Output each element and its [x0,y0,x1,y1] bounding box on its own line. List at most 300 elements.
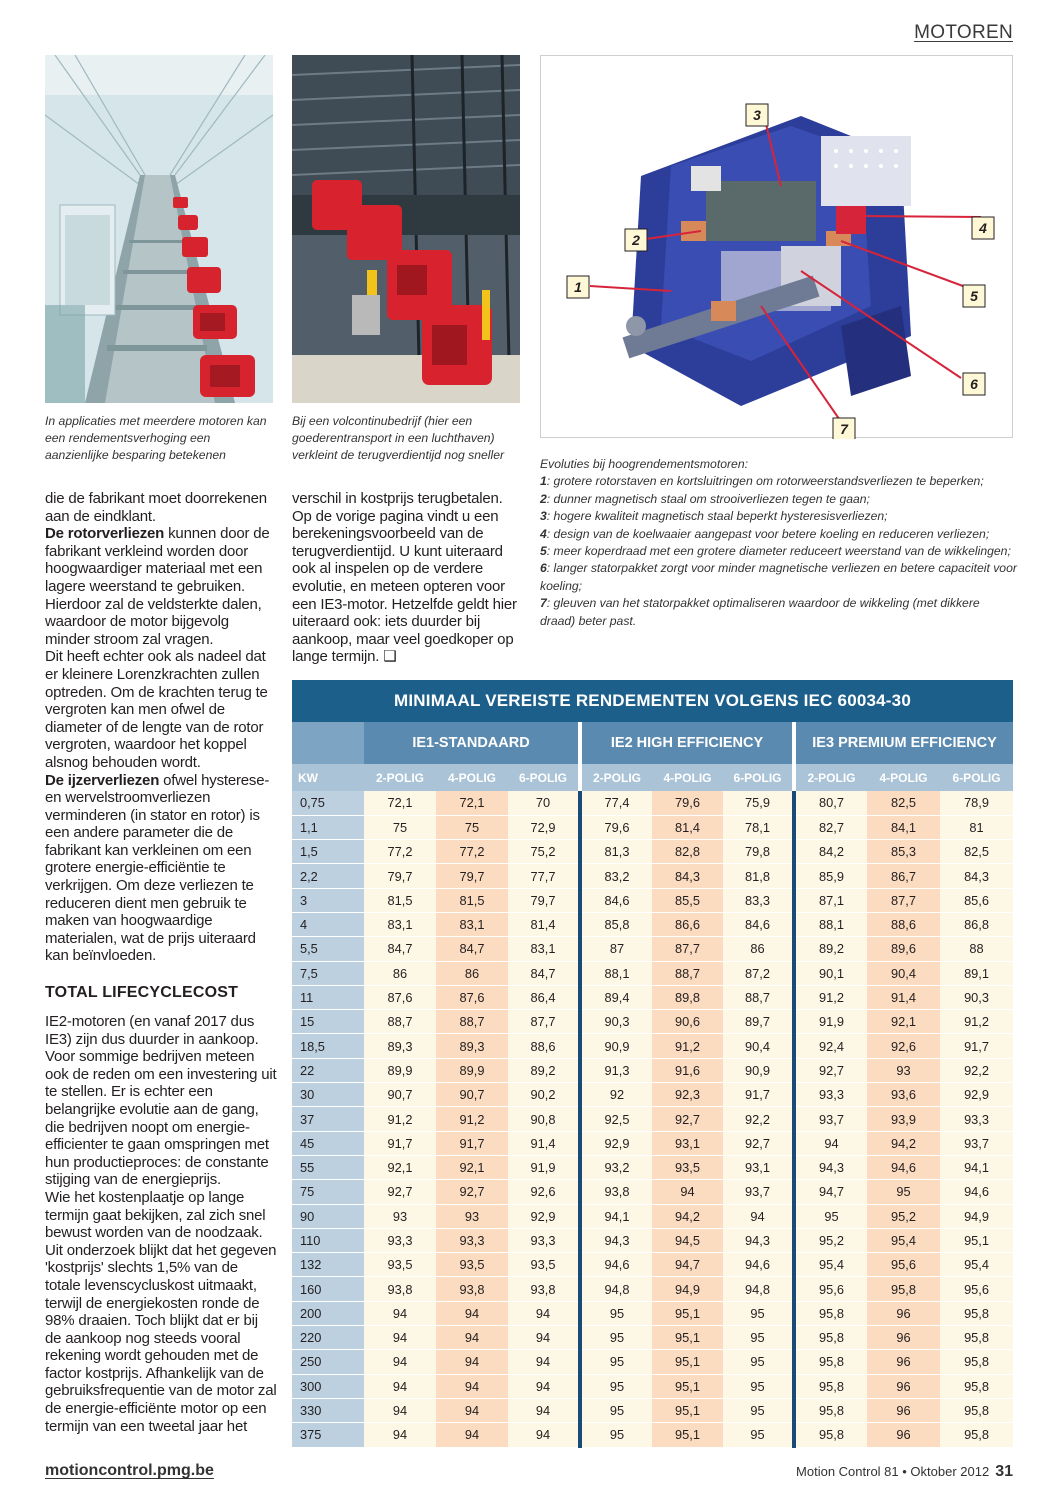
efficiency-cell: 82,8 [652,840,723,864]
efficiency-cell: 77,2 [436,840,508,864]
body-column-1-continued [45,1013,277,1435]
efficiency-cell: 84,6 [723,912,794,936]
motor-illustration [541,56,1014,439]
efficiency-cell: 91,7 [940,1034,1013,1058]
efficiency-cell: 95 [723,1423,794,1447]
efficiency-cell: 95,8 [940,1326,1013,1350]
efficiency-cell: 94,6 [867,1155,940,1179]
efficiency-cell: 75 [364,815,436,839]
efficiency-cell: 81,8 [723,864,794,888]
efficiency-cell: 77,7 [508,864,580,888]
efficiency-cell: 94 [436,1374,508,1398]
diagram-label-5: 5 [970,288,978,304]
section-tag: MOTOREN [914,22,1013,43]
efficiency-cell: 92,7 [436,1180,508,1204]
efficiency-cell: 82,5 [867,791,940,815]
column-header-row [292,764,1013,791]
efficiency-cell: 87,1 [794,888,867,912]
efficiency-cell: 94 [364,1398,436,1422]
efficiency-cell: 87 [580,937,652,961]
efficiency-cell: 96 [867,1423,940,1447]
efficiency-cell: 91,3 [580,1058,652,1082]
efficiency-cell: 95,6 [867,1253,940,1277]
efficiency-cell: 79,7 [364,864,436,888]
efficiency-cell: 91,7 [436,1131,508,1155]
efficiency-cell: 94,6 [723,1253,794,1277]
efficiency-cell: 93,3 [940,1107,1013,1131]
kw-cell: 3 [292,888,364,912]
efficiency-cell: 92,7 [364,1180,436,1204]
efficiency-cell: 93,7 [940,1131,1013,1155]
column-header: 2-POLIG [364,764,436,791]
efficiency-cell: 77,2 [364,840,436,864]
efficiency-cell: 95 [580,1398,652,1422]
efficiency-cell: 94 [436,1301,508,1325]
efficiency-cell: 87,7 [652,937,723,961]
efficiency-cell: 94,6 [580,1253,652,1277]
group-header-row [292,722,1013,764]
efficiency-cell: 75,9 [723,791,794,815]
efficiency-cell: 90,2 [508,1083,580,1107]
efficiency-cell: 86,7 [867,864,940,888]
efficiency-cell: 94,3 [580,1228,652,1252]
evolution-item: 4: design van de koelwaaier aangepast voor betere koeling en reduceren verliezen; [540,526,990,541]
table-row [292,791,1013,815]
paragraph: IE2-motoren (en vanaf 2017 dus IE3) zijn dus duurder in aankoop. Voor sommige bedrijven meteen ook de reden om een investering uit te stellen. Er is echter een belangrijke evolutie aan de gang, die bedrijven noopt om energie-efficienter te gaan omspringen met hun productieproces: de constante stijging van de energieprijs. [45,1013,277,1189]
table-row [292,1301,1013,1325]
efficiency-cell: 95,1 [652,1301,723,1325]
efficiency-cell: 91,2 [436,1107,508,1131]
paragraph: Dit heeft echter ook als nadeel dat er kleinere Lorenzkrachten zullen optreden. Om de krachten terug te vergroten kan men ofwel de diameter of de lengte van de rotor vergroten, waardoor het koppel alsnog behouden wordt. [45,648,268,771]
efficiency-cell: 93 [867,1058,940,1082]
column-header: 4-POLIG [867,764,940,791]
efficiency-cell: 90,4 [867,961,940,985]
efficiency-cell: 89,7 [723,1010,794,1034]
table-row [292,1398,1013,1422]
table-row [292,961,1013,985]
photo1-caption: In applicaties met meerdere motoren kan een rendementsverhoging een aanzienlijke besparing betekenen [45,414,267,462]
efficiency-cell: 95,8 [867,1277,940,1301]
efficiency-cell: 93,1 [723,1155,794,1179]
kw-cell: 11 [292,985,364,1009]
efficiency-cell: 78,1 [723,815,794,839]
efficiency-cell: 89,9 [436,1058,508,1082]
efficiency-cell: 72,1 [436,791,508,815]
efficiency-cell: 86 [364,961,436,985]
kw-cell: 7,5 [292,961,364,985]
efficiency-cell: 78,9 [940,791,1013,815]
kw-cell: 0,75 [292,791,364,815]
efficiency-cell: 95 [723,1398,794,1422]
efficiency-cell: 89,9 [364,1058,436,1082]
body-column-2 [292,490,520,666]
column-header: 6-POLIG [940,764,1013,791]
efficiency-cell: 90,3 [940,985,1013,1009]
evolution-item: 5: meer koperdraad met een grotere diameter reduceert weerstand van de wikkelingen; [540,544,1011,559]
efficiency-cell: 94 [364,1423,436,1447]
efficiency-cell: 94,1 [940,1155,1013,1179]
efficiency-cell: 92,2 [723,1107,794,1131]
efficiency-cell: 95,1 [652,1423,723,1447]
evolutions-caption [540,456,1018,630]
table-row [292,1155,1013,1179]
column-header: 2-POLIG [580,764,652,791]
table-row [292,1374,1013,1398]
efficiency-cell: 88 [940,937,1013,961]
efficiency-cell: 81,5 [364,888,436,912]
kw-cell: 330 [292,1398,364,1422]
efficiency-cell: 96 [867,1398,940,1422]
efficiency-cell: 89,3 [436,1034,508,1058]
table-row [292,888,1013,912]
efficiency-cell: 93,5 [364,1253,436,1277]
efficiency-cell: 88,1 [794,912,867,936]
efficiency-cell: 94 [508,1326,580,1350]
paragraph: Wie het kostenplaatje op lange termijn gaat bekijken, zal zich snel bewust worden van de noodzaak. Uit onderzoek blijkt dat het gegeven 'kostprijs' slechts 1,5% van de totale levenscycluskost uitmaakt, terwijl de energiekosten ronde de 98% draaien. Toch blijkt dat er bij de aankoop nog steeds vooral rekening wordt gehouden met de factor kostprijs. Afhankelijk van de gebruiksfrequentie van de motor zal de energie-efficiënte motor op een termijn van een tweetal jaar het [45,1188,277,1435]
efficiency-cell: 93,8 [364,1277,436,1301]
efficiency-cell: 94,9 [940,1204,1013,1228]
issue-label: Motion Control 81 • Oktober 2012 [796,1464,990,1479]
efficiency-grid [292,722,1013,1448]
efficiency-cell: 91,4 [508,1131,580,1155]
efficiency-cell: 91,2 [940,1010,1013,1034]
efficiency-cell: 94 [364,1301,436,1325]
efficiency-cell: 87,7 [508,1010,580,1034]
efficiency-cell: 89,2 [794,937,867,961]
efficiency-cell: 89,1 [940,961,1013,985]
efficiency-cell: 93,8 [580,1180,652,1204]
efficiency-cell: 93,7 [723,1180,794,1204]
airport-transport-photo [292,55,520,403]
efficiency-cell: 86,8 [940,912,1013,936]
efficiency-cell: 94 [364,1326,436,1350]
kw-cell: 55 [292,1155,364,1179]
kw-cell: 37 [292,1107,364,1131]
efficiency-cell: 94,3 [723,1228,794,1252]
efficiency-cell: 95 [794,1204,867,1228]
efficiency-cell: 91,4 [867,985,940,1009]
efficiency-cell: 75 [436,815,508,839]
motor-body [622,116,911,406]
efficiency-cell: 85,9 [794,864,867,888]
efficiency-cell: 90,1 [794,961,867,985]
efficiency-cell: 94 [794,1131,867,1155]
efficiency-cell: 91,9 [794,1010,867,1034]
efficiency-cell: 95 [580,1301,652,1325]
table-row [292,985,1013,1009]
kw-cell: 22 [292,1058,364,1082]
kw-cell: 132 [292,1253,364,1277]
column-header: 2-POLIG [794,764,867,791]
efficiency-cell: 84,7 [508,961,580,985]
kw-cell: 18,5 [292,1034,364,1058]
body-column-1 [45,490,273,965]
efficiency-cell: 90,7 [364,1083,436,1107]
efficiency-cell: 90,3 [580,1010,652,1034]
efficiency-cell: 91,7 [364,1131,436,1155]
efficiency-cell: 84,3 [940,864,1013,888]
evolution-item: 6: langer statorpakket zorgt voor minder magnetische verliezen en betere capaciteit voor koeling; [540,561,1017,593]
efficiency-cell: 84,3 [652,864,723,888]
efficiency-cell: 84,1 [867,815,940,839]
efficiency-cell: 91,2 [652,1034,723,1058]
efficiency-cell: 95,8 [940,1423,1013,1447]
efficiency-cell: 95,1 [652,1326,723,1350]
efficiency-cell: 79,6 [652,791,723,815]
efficiency-cell: 94,3 [794,1155,867,1179]
efficiency-cell: 94,7 [794,1180,867,1204]
efficiency-cell: 92,7 [652,1107,723,1131]
efficiency-cell: 95 [723,1301,794,1325]
efficiency-cell: 84,7 [364,937,436,961]
table-row [292,1083,1013,1107]
efficiency-cell: 84,6 [580,888,652,912]
efficiency-cell: 90,4 [723,1034,794,1058]
efficiency-cell: 82,7 [794,815,867,839]
efficiency-cell: 92,6 [508,1180,580,1204]
efficiency-cell: 83,3 [723,888,794,912]
efficiency-cell: 87,6 [364,985,436,1009]
efficiency-cell: 95,2 [867,1204,940,1228]
efficiency-cell: 94,5 [652,1228,723,1252]
column-header-kw: KW [292,764,364,791]
efficiency-cell: 92,5 [580,1107,652,1131]
efficiency-cell: 93,8 [436,1277,508,1301]
table-row [292,1277,1013,1301]
efficiency-cell: 81,4 [652,815,723,839]
efficiency-cell: 88,7 [364,1010,436,1034]
efficiency-cell: 93,3 [436,1228,508,1252]
efficiency-cell: 94,8 [723,1277,794,1301]
efficiency-cell: 88,6 [508,1034,580,1058]
efficiency-cell: 91,2 [364,1107,436,1131]
efficiency-cell: 84,7 [436,937,508,961]
conveyor-photo [45,55,273,403]
efficiency-cell: 94,9 [652,1277,723,1301]
efficiency-cell: 92,3 [652,1083,723,1107]
efficiency-cell: 92,9 [940,1083,1013,1107]
efficiency-cell: 95 [580,1350,652,1374]
kw-cell: 90 [292,1204,364,1228]
efficiency-cell: 81,3 [580,840,652,864]
efficiency-cell: 94,2 [867,1131,940,1155]
efficiency-cell: 95 [867,1180,940,1204]
group-header-empty [292,722,364,764]
motor-cutaway-diagram [540,55,1013,438]
table-row [292,1107,1013,1131]
efficiency-cell: 95,6 [940,1277,1013,1301]
page-number: 31 [995,1463,1013,1480]
efficiency-cell: 96 [867,1301,940,1325]
efficiency-cell: 89,6 [867,937,940,961]
kw-cell: 220 [292,1326,364,1350]
kw-cell: 160 [292,1277,364,1301]
airport-illustration [292,55,520,403]
efficiency-cell: 95,8 [794,1398,867,1422]
efficiency-cell: 88,7 [436,1010,508,1034]
efficiency-cell: 92,1 [436,1155,508,1179]
kw-cell: 375 [292,1423,364,1447]
footer-issue [796,1463,1013,1481]
diagram-label-6: 6 [970,376,978,392]
efficiency-cell: 94 [723,1204,794,1228]
efficiency-cell: 81,5 [436,888,508,912]
efficiency-cell: 92,2 [940,1058,1013,1082]
efficiency-cell: 92,9 [508,1204,580,1228]
efficiency-cell: 94 [364,1350,436,1374]
efficiency-cell: 87,7 [867,888,940,912]
efficiency-cell: 85,3 [867,840,940,864]
efficiency-cell: 93,8 [508,1277,580,1301]
efficiency-cell: 77,4 [580,791,652,815]
table-row [292,1326,1013,1350]
footer-website-link[interactable]: motioncontrol.pmg.be [45,1462,214,1479]
efficiency-cell: 83,1 [436,912,508,936]
photo2-caption: Bij een volcontinubedrijf (hier een goederentransport in een luchthaven) verkleint de terugverdientijd nog sneller [292,414,505,462]
efficiency-cell: 92,7 [723,1131,794,1155]
efficiency-cell: 83,1 [364,912,436,936]
efficiency-cell: 82,5 [940,840,1013,864]
efficiency-cell: 84,2 [794,840,867,864]
efficiency-cell: 85,5 [652,888,723,912]
table-row [292,1058,1013,1082]
table-row [292,864,1013,888]
efficiency-cell: 92,7 [794,1058,867,1082]
efficiency-cell: 95,8 [794,1350,867,1374]
efficiency-cell: 90,9 [723,1058,794,1082]
evolution-item: 3: hogere kwaliteit magnetisch staal beperkt hysteresisverliezen; [540,509,888,524]
efficiency-cell: 93,3 [364,1228,436,1252]
efficiency-cell: 87,6 [436,985,508,1009]
kw-cell: 200 [292,1301,364,1325]
efficiency-cell: 81 [940,815,1013,839]
efficiency-cell: 95,2 [794,1228,867,1252]
efficiency-cell: 87,2 [723,961,794,985]
efficiency-cell: 93,5 [652,1155,723,1179]
efficiency-cell: 94 [652,1180,723,1204]
efficiency-cell: 94,8 [580,1277,652,1301]
efficiency-cell: 93,3 [508,1228,580,1252]
column-header: 4-POLIG [652,764,723,791]
efficiency-cell: 91,6 [652,1058,723,1082]
subheading-lifecycle: TOTAL LIFECYCLECOST [45,984,239,1001]
table-row [292,1180,1013,1204]
efficiency-cell: 95 [580,1374,652,1398]
efficiency-cell: 94,2 [652,1204,723,1228]
efficiency-cell: 93,1 [652,1131,723,1155]
efficiency-cell: 95,4 [867,1228,940,1252]
paragraph: De ijzerverliezen ofwel hysterese- en wervelstroomverliezen verminderen (in stator en rotor) is een andere parameter die de fabrikant kan verkleinen om een grotere energie-efficiëntie te verkrijgen. Om deze verliezen te reduceren dient men gebruik te maken van hoogwaardige materialen, wat de prijs uiteraard kan beïnvloeden. [45,771,270,965]
efficiency-cell: 94 [508,1398,580,1422]
efficiency-cell: 95,8 [794,1326,867,1350]
table-row [292,1131,1013,1155]
efficiency-cell: 88,6 [867,912,940,936]
table-row [292,840,1013,864]
efficiency-cell: 93,7 [794,1107,867,1131]
efficiency-cell: 94 [508,1301,580,1325]
efficiency-cell: 75,2 [508,840,580,864]
efficiency-cell: 72,1 [364,791,436,815]
efficiency-cell: 95 [723,1326,794,1350]
efficiency-cell: 90,7 [436,1083,508,1107]
efficiency-cell: 95,1 [940,1228,1013,1252]
column-header: 6-POLIG [508,764,580,791]
efficiency-cell: 95,4 [940,1253,1013,1277]
efficiency-cell: 96 [867,1326,940,1350]
efficiency-cell: 81,4 [508,912,580,936]
efficiency-cell: 94 [508,1423,580,1447]
kw-cell: 2,2 [292,864,364,888]
table-row [292,1204,1013,1228]
evolution-item: 2: dunner magnetisch staal om strooiverliezen tegen te gaan; [540,491,870,506]
table-row [292,937,1013,961]
efficiency-cell: 94 [364,1374,436,1398]
efficiency-cell: 95,8 [940,1374,1013,1398]
efficiency-cell: 79,7 [508,888,580,912]
efficiency-cell: 79,8 [723,840,794,864]
efficiency-cell: 85,6 [940,888,1013,912]
group-header-ie1: IE1-STANDAARD [364,722,580,764]
efficiency-cell: 94 [436,1326,508,1350]
efficiency-cell: 96 [867,1374,940,1398]
table-row [292,912,1013,936]
paragraph: die de fabrikant moet doorrekenen aan de eindklant. [45,490,267,525]
efficiency-cell: 95,4 [794,1253,867,1277]
table-row [292,1010,1013,1034]
efficiency-cell: 95,1 [652,1374,723,1398]
efficiency-cell: 93 [436,1204,508,1228]
efficiency-cell: 94 [436,1423,508,1447]
kw-cell: 5,5 [292,937,364,961]
kw-cell: 250 [292,1350,364,1374]
efficiency-cell: 91,7 [723,1083,794,1107]
diagram-label-2: 2 [632,232,640,248]
diagram-label-3: 3 [753,107,761,123]
efficiency-cell: 92,6 [867,1034,940,1058]
column-header: 6-POLIG [723,764,794,791]
efficiency-cell: 86 [723,937,794,961]
group-header-ie3: IE3 PREMIUM EFFICIENCY [794,722,1013,764]
efficiency-cell: 79,6 [580,815,652,839]
efficiency-cell: 95,8 [794,1301,867,1325]
efficiency-cell: 95,1 [652,1398,723,1422]
efficiency-cell: 86 [436,961,508,985]
efficiency-table [292,680,1013,1448]
kw-cell: 75 [292,1180,364,1204]
kw-cell: 1,5 [292,840,364,864]
efficiency-cell: 94 [508,1350,580,1374]
kw-cell: 15 [292,1010,364,1034]
efficiency-cell: 93,6 [867,1083,940,1107]
efficiency-cell: 95,6 [794,1277,867,1301]
efficiency-cell: 95 [580,1326,652,1350]
kw-cell: 45 [292,1131,364,1155]
efficiency-cell: 93,5 [436,1253,508,1277]
efficiency-cell: 79,7 [436,864,508,888]
efficiency-cell: 80,7 [794,791,867,815]
efficiency-cell: 93,2 [580,1155,652,1179]
table-row [292,1228,1013,1252]
table-row [292,815,1013,839]
evolution-item: 7: gleuven van het statorpakket optimaliseren waardoor de wikkeling (met dikkere draad) beter past. [540,596,980,628]
efficiency-cell: 72,9 [508,815,580,839]
efficiency-cell: 92,4 [794,1034,867,1058]
conveyor-illustration [45,55,273,403]
diagram-label-4: 4 [979,220,987,236]
end-mark: ❑ [383,648,397,666]
efficiency-cell: 94,6 [940,1180,1013,1204]
efficiency-cell: 83,2 [580,864,652,888]
